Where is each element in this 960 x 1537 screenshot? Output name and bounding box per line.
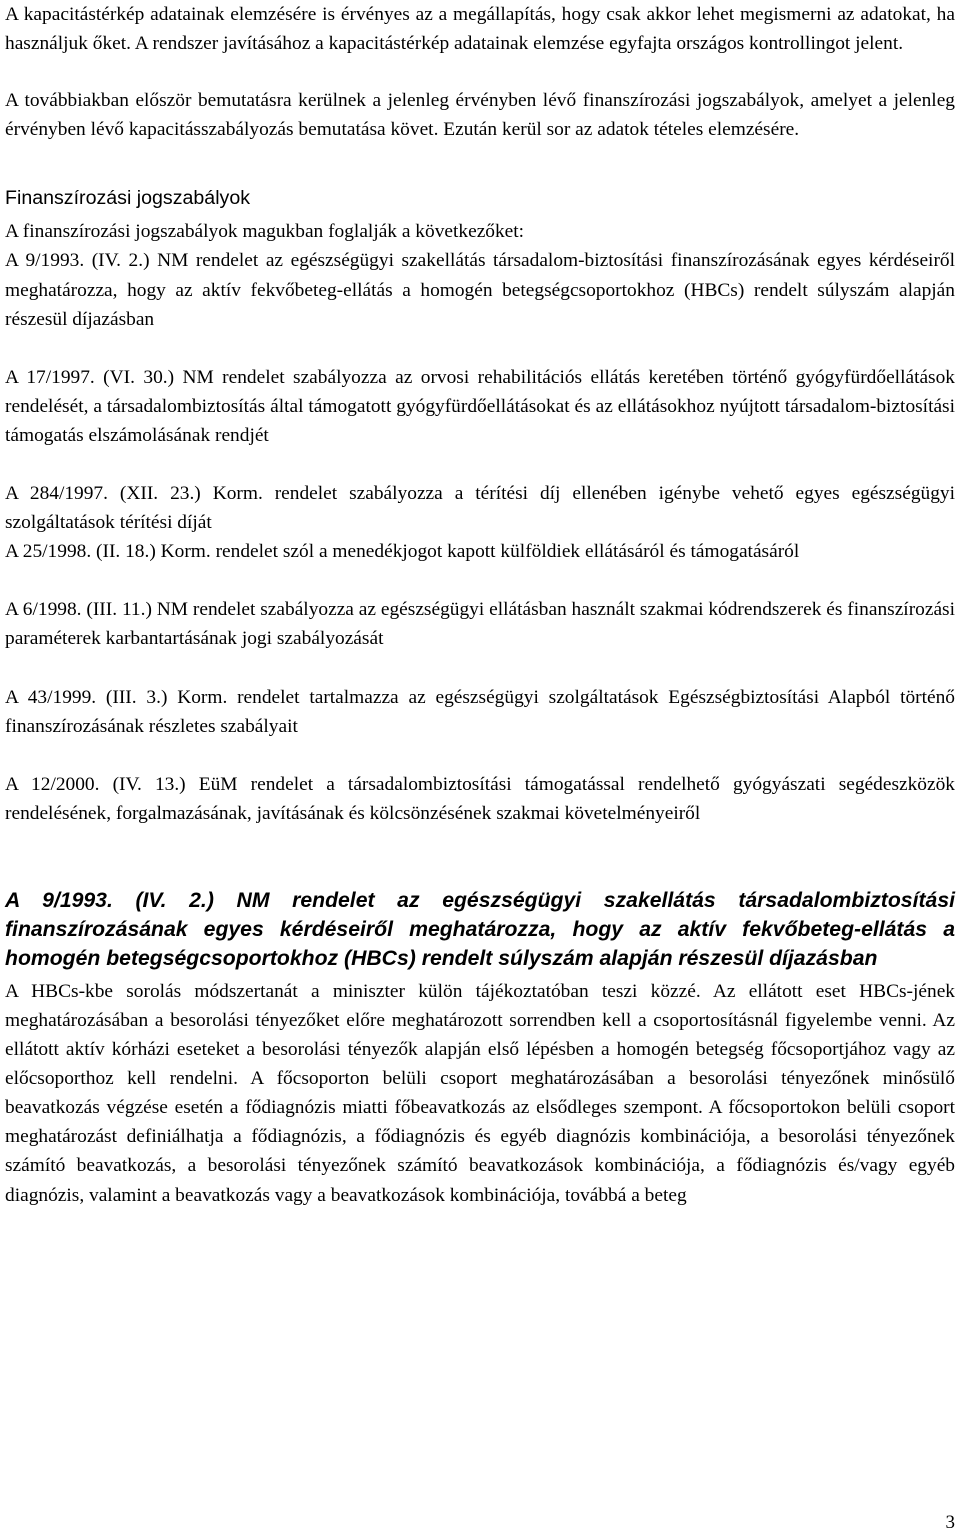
regulation-title: A 9/1993. (IV. 2.) NM rendelet az egészségügyi szakellátás társadalombiztosítási finanszírozásának egyes kérdéseiről meghatározza, hogy az aktív fekvőbeteg-ellátás a homogén betegségcsoportokhoz (HBCs) rendelt súlyszám alapján részesül díjazásban	[5, 888, 955, 970]
final-paragraph: A HBCs-kbe sorolás módszertanát a miniszter külön tájékoztatóban teszi közzé. Az ellátott eset HBCs-jének meghatározásában a besorolási tényezőket előre meghatározott sorrendben kell a csoportosításnál figyelembe venni. Az ellátott aktív kórházi eseteket a besorolási tényezők alapján első lépésben a homogén betegség főcsoportjához vagy az előcsoporthoz kell rendelni. A főcsoporton belüli csoport meghatározásában a besorolási tényezőnek minősülő beavatkozás végzése esetén a fődiagnózis miatti főbeavatkozás az elsődleges szempont. A főcsoportokon belüli csoport meghatározást definiálhatja a fődiagnózis, a fődiagnózis és egyéb diagnózis kombinációja, a besorolási tényezőnek számító beavatkozás, a besorolási tényezőnek számító beavatkozások kombinációja, a fődiagnózis és/vagy egyéb diagnózis, valamint a beavatkozás vagy a beavatkozások kombinációja, továbbá a beteg	[5, 980, 955, 1206]
page-number: 3	[945, 1512, 955, 1533]
intro-paragraph: A kapacitástérkép adatainak elemzésére is érvényes az a megállapítás, hogy csak akkor lehet megismerni az adatokat, ha használjuk őket. A rendszer javításához a kapacitástérkép adatainak elemzése egyfajta országos kontrollingot jelent.	[5, 4, 955, 55]
spacer	[5, 144, 955, 184]
regulation-item-6: A 43/1999. (III. 3.) Korm. rendelet tartalmazza az egészségügyi szolgáltatások Egészségbiztosítási Alapból történő finanszírozásának részletes szabályait	[5, 686, 955, 737]
document-page	[5, 0, 955, 1210]
spacer	[5, 334, 955, 363]
second-paragraph: A továbbiakban először bemutatásra kerülnek a jelenleg érvényben lévő finanszírozási jogszabályok, amelyet a jelenleg érvényben lévő kapacitásszabályozás bemutatása követ. Ezután kerül sor az adatok tételes elemzésére.	[5, 90, 955, 141]
spacer	[5, 828, 955, 886]
regulation-item-4: A 25/1998. (II. 18.) Korm. rendelet szól a menedékjogot kapott külföldiek ellátásáról és támogatásáról	[5, 541, 800, 563]
regulation-item-1: A 9/1993. (IV. 2.) NM rendelet az egészségügyi szakellátás társadalom-biztosítási finanszírozásának egyes kérdéseiről meghatározza, hogy az aktív fekvőbeteg-ellátás a homogén betegségcsoportokhoz (HBCs) rendelt súlyszám alapján részesül díjazásban	[5, 250, 955, 330]
regulation-item-2: A 17/1997. (VI. 30.) NM rendelet szabályozza az orvosi rehabilitációs ellátás keretében történő gyógyfürdőellátások rendelését, a társadalombiztosítás által támogatott gyógyfürdőellátásokat és az ellátásokhoz nyújtott társadalom-biztosítási támogatás elszámolásának rendjét	[5, 366, 955, 446]
spacer	[5, 566, 955, 595]
regulation-item-7: A 12/2000. (IV. 13.) EüM rendelet a társadalombiztosítási támogatással rendelhető gyógyászati segédeszközök rendelésének, forgalmazásának, javításának és kölcsönzésének szakmai követelményeiről	[5, 773, 955, 824]
regulation-item-5: A 6/1998. (III. 11.) NM rendelet szabályozza az egészségügyi ellátásban használt szakmai kódrendszerek és finanszírozási paraméterek karbantartásának jogi szabályozását	[5, 599, 955, 650]
spacer	[5, 654, 955, 683]
spacer	[5, 741, 955, 770]
spacer	[5, 58, 955, 86]
regulation-item-3: A 284/1997. (XII. 23.) Korm. rendelet szabályozza a térítési díj ellenében igénybe vehető egyes egészségügyi szolgáltatások térítési díját	[5, 483, 955, 534]
spacer	[5, 450, 955, 479]
section-intro: A finanszírozási jogszabályok magukban foglalják a következőket:	[5, 221, 525, 243]
section-heading: Finanszírozási jogszabályok	[5, 187, 251, 210]
